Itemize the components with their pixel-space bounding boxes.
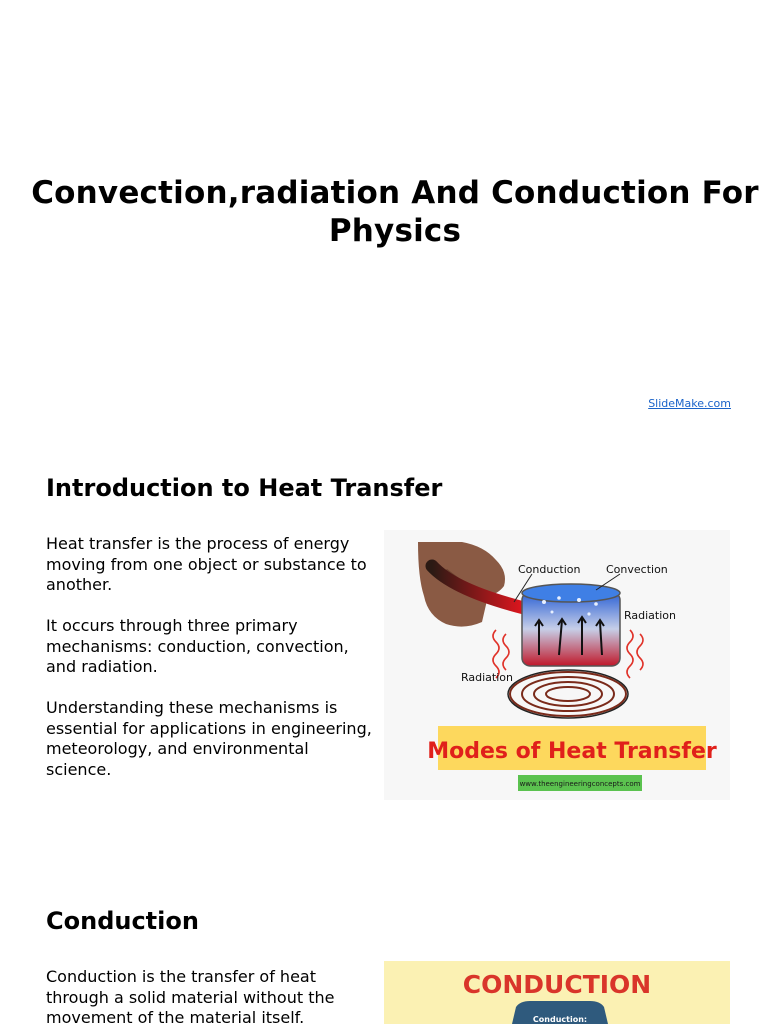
- conduction-sublabel: Conduction:: [532, 1015, 588, 1024]
- intro-paragraph-2: It occurs through three primary mechanisms: conduction, convection, and radiation.: [46, 616, 349, 676]
- slidemake-credit-link[interactable]: SlideMake.com: [648, 397, 731, 410]
- conduction-banner-text: CONDUCTION: [462, 970, 652, 999]
- banner-text: Modes of Heat Transfer: [427, 739, 717, 764]
- conduction-figure: [384, 961, 730, 1024]
- pot-body: [522, 592, 620, 666]
- label-radiation-left: Radiation: [461, 671, 513, 684]
- slide-title: Convection,radiation And Conduction For Physics: [31, 175, 759, 249]
- label-convection: Convection: [606, 563, 668, 576]
- section-heading-conduction: Conduction: [46, 907, 199, 935]
- website-text: www.theengineeringconcepts.com: [519, 780, 641, 788]
- intro-paragraph-1: Heat transfer is the process of energy moving from one object or substance to another.: [46, 534, 367, 594]
- section-heading-intro: Introduction to Heat Transfer: [46, 474, 443, 502]
- intro-paragraph-3: Understanding these mechanisms is essential for applications in engineering, meteorology, and environmental science.: [46, 698, 372, 779]
- label-conduction: Conduction: [518, 563, 581, 576]
- label-radiation-right: Radiation: [624, 609, 676, 622]
- heat-transfer-diagram: [384, 530, 730, 800]
- conduction-paragraph-1: Conduction is the transfer of heat through a solid material without the movement of the material itself.: [46, 967, 335, 1027]
